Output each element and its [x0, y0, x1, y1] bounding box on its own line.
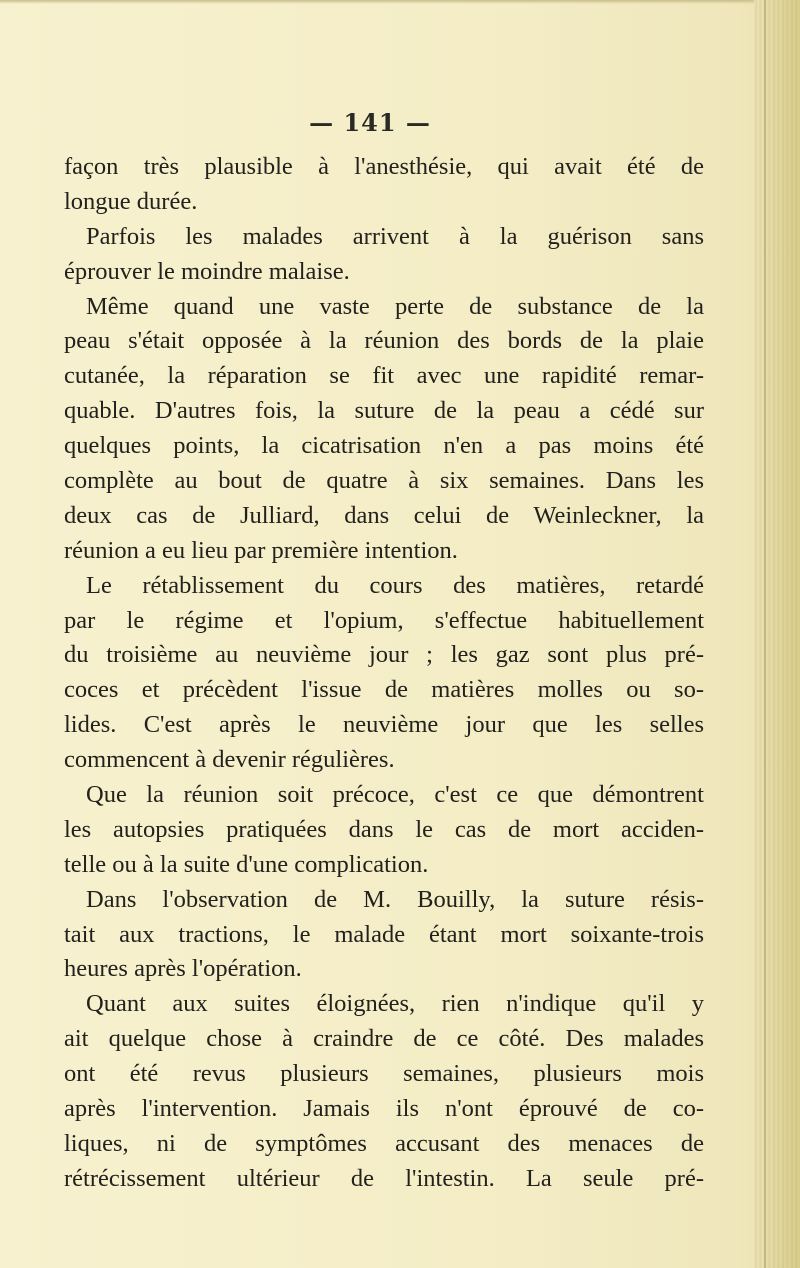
text-line: Parfois les malades arrivent à la guérison sans — [86, 222, 704, 250]
text-line: quable. D'autres fois, la suture de la peau a cédé sur — [64, 397, 704, 425]
text-line: les autopsies pratiquées dans le cas de mort acciden- — [64, 815, 704, 843]
text-line: longue durée. — [64, 187, 198, 215]
text-line: après l'intervention. Jamais ils n'ont éprouvé de co- — [64, 1095, 704, 1123]
text-line: éprouver le moindre malaise. — [64, 257, 350, 285]
page-top-edge — [0, 0, 800, 4]
text-line: Quant aux suites éloignées, rien n'indique qu'il y — [86, 990, 704, 1018]
text-line: tait aux tractions, le malade étant mort soixante-trois — [64, 920, 704, 948]
binding-shadow-line — [764, 0, 766, 1268]
text-line: telle ou à la suite d'une complication. — [64, 850, 429, 878]
text-line: peau s'était opposée à la réunion des bords de la plaie — [64, 327, 704, 355]
text-line: coces et précèdent l'issue de matières molles ou so- — [64, 676, 704, 704]
book-binding-edge — [754, 0, 800, 1268]
text-line: liques, ni de symptômes accusant des menaces de — [64, 1129, 704, 1157]
text-line: Même quand une vaste perte de substance de la — [86, 292, 704, 320]
text-line: deux cas de Julliard, dans celui de Weinleckner, la — [64, 501, 704, 529]
text-line: ont été revus plusieurs semaines, plusieurs mois — [64, 1060, 704, 1088]
text-line: du troisième au neuvième jour ; les gaz sont plus pré- — [64, 641, 704, 669]
text-line: commencent à devenir régulières. — [64, 746, 395, 774]
text-line: lides. C'est après le neuvième jour que les selles — [64, 711, 704, 739]
body-text — [64, 150, 704, 1197]
text-line: façon très plausible à l'anesthésie, qui avait été de — [64, 153, 704, 180]
text-line: heures après l'opération. — [64, 955, 302, 983]
text-line: cutanée, la réparation se fit avec une rapidité remar- — [64, 362, 704, 390]
page-number: — 141 — — [309, 108, 431, 137]
text-line: rétrécissement ultérieur de l'intestin. La seule pré- — [64, 1164, 704, 1192]
text-line: ait quelque chose à craindre de ce côté. Des malades — [64, 1025, 704, 1053]
text-line: par le régime et l'opium, s'effectue habituellement — [64, 606, 704, 634]
text-line: complète au bout de quatre à six semaines. Dans les — [64, 467, 704, 495]
text-line: quelques points, la cicatrisation n'en a pas moins été — [64, 432, 704, 460]
text-line: Dans l'observation de M. Bouilly, la suture résis- — [86, 885, 704, 913]
text-line: Le rétablissement du cours des matières, retardé — [86, 571, 704, 599]
text-line: réunion a eu lieu par première intention. — [64, 536, 458, 564]
text-line: Que la réunion soit précoce, c'est ce que démontrent — [86, 781, 704, 809]
